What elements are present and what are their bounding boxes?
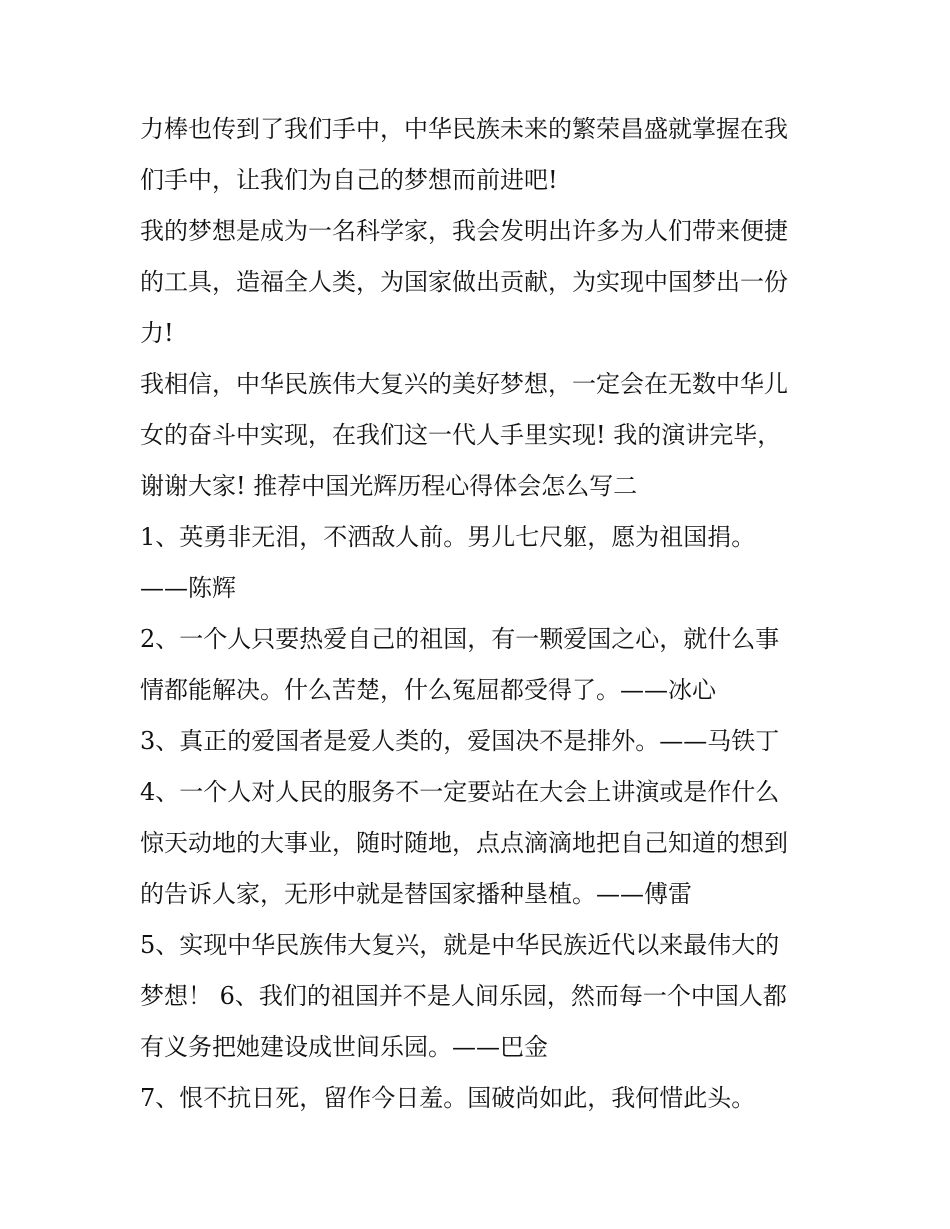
- text-line: 我相信，中华民族伟大复兴的美好梦想，一定会在无数中华儿: [140, 370, 788, 398]
- text-line: 2、一个人只要热爱自己的祖国，有一颗爱国之心，就什么事: [140, 625, 780, 653]
- text-line: 力棒也传到了我们手中，中华民族未来的繁荣昌盛就掌握在我: [140, 115, 788, 143]
- document-body: [140, 104, 830, 1124]
- text-line: 3、真正的爱国者是爱人类的，爱国决不是排外。——马铁丁: [140, 727, 780, 755]
- text-line: 惊天动地的大事业，随时随地，点点滴滴地把自己知道的想到: [140, 829, 788, 857]
- text-line: 谢谢大家! 推荐中国光辉历程心得体会怎么写二: [140, 472, 638, 500]
- text-line: 的工具，造福全人类，为国家做出贡献，为实现中国梦出一份: [140, 268, 788, 296]
- text-line: 的告诉人家，无形中就是替国家播种垦植。——傅雷: [140, 880, 692, 908]
- text-line: 4、一个人对人民的服务不一定要站在大会上讲演或是作什么: [140, 778, 780, 806]
- text-line: 7、恨不抗日死，留作今日羞。国破尚如此，我何惜此头。: [140, 1084, 756, 1112]
- text-line: 1、英勇非无泪，不洒敌人前。男儿七尺躯，愿为祖国捐。: [140, 523, 756, 551]
- text-line: 有义务把她建设成世间乐园。——巴金: [140, 1033, 548, 1061]
- text-line: 梦想！ 6、我们的祖国并不是人间乐园，然而每一个中国人都: [140, 982, 787, 1010]
- text-line: 我的梦想是成为一名科学家，我会发明出许多为人们带来便捷: [140, 217, 788, 245]
- text-line: ——陈辉: [140, 574, 236, 602]
- text-line: 女的奋斗中实现，在我们这一代人手里实现! 我的演讲完毕，: [140, 421, 782, 449]
- text-line: 们手中，让我们为自己的梦想而前进吧!: [140, 166, 558, 194]
- text-line: 情都能解决。什么苦楚，什么冤屈都受得了。——冰心: [140, 676, 716, 704]
- text-line: 力!: [140, 319, 174, 347]
- text-line: 5、实现中华民族伟大复兴，就是中华民族近代以来最伟大的: [140, 931, 780, 959]
